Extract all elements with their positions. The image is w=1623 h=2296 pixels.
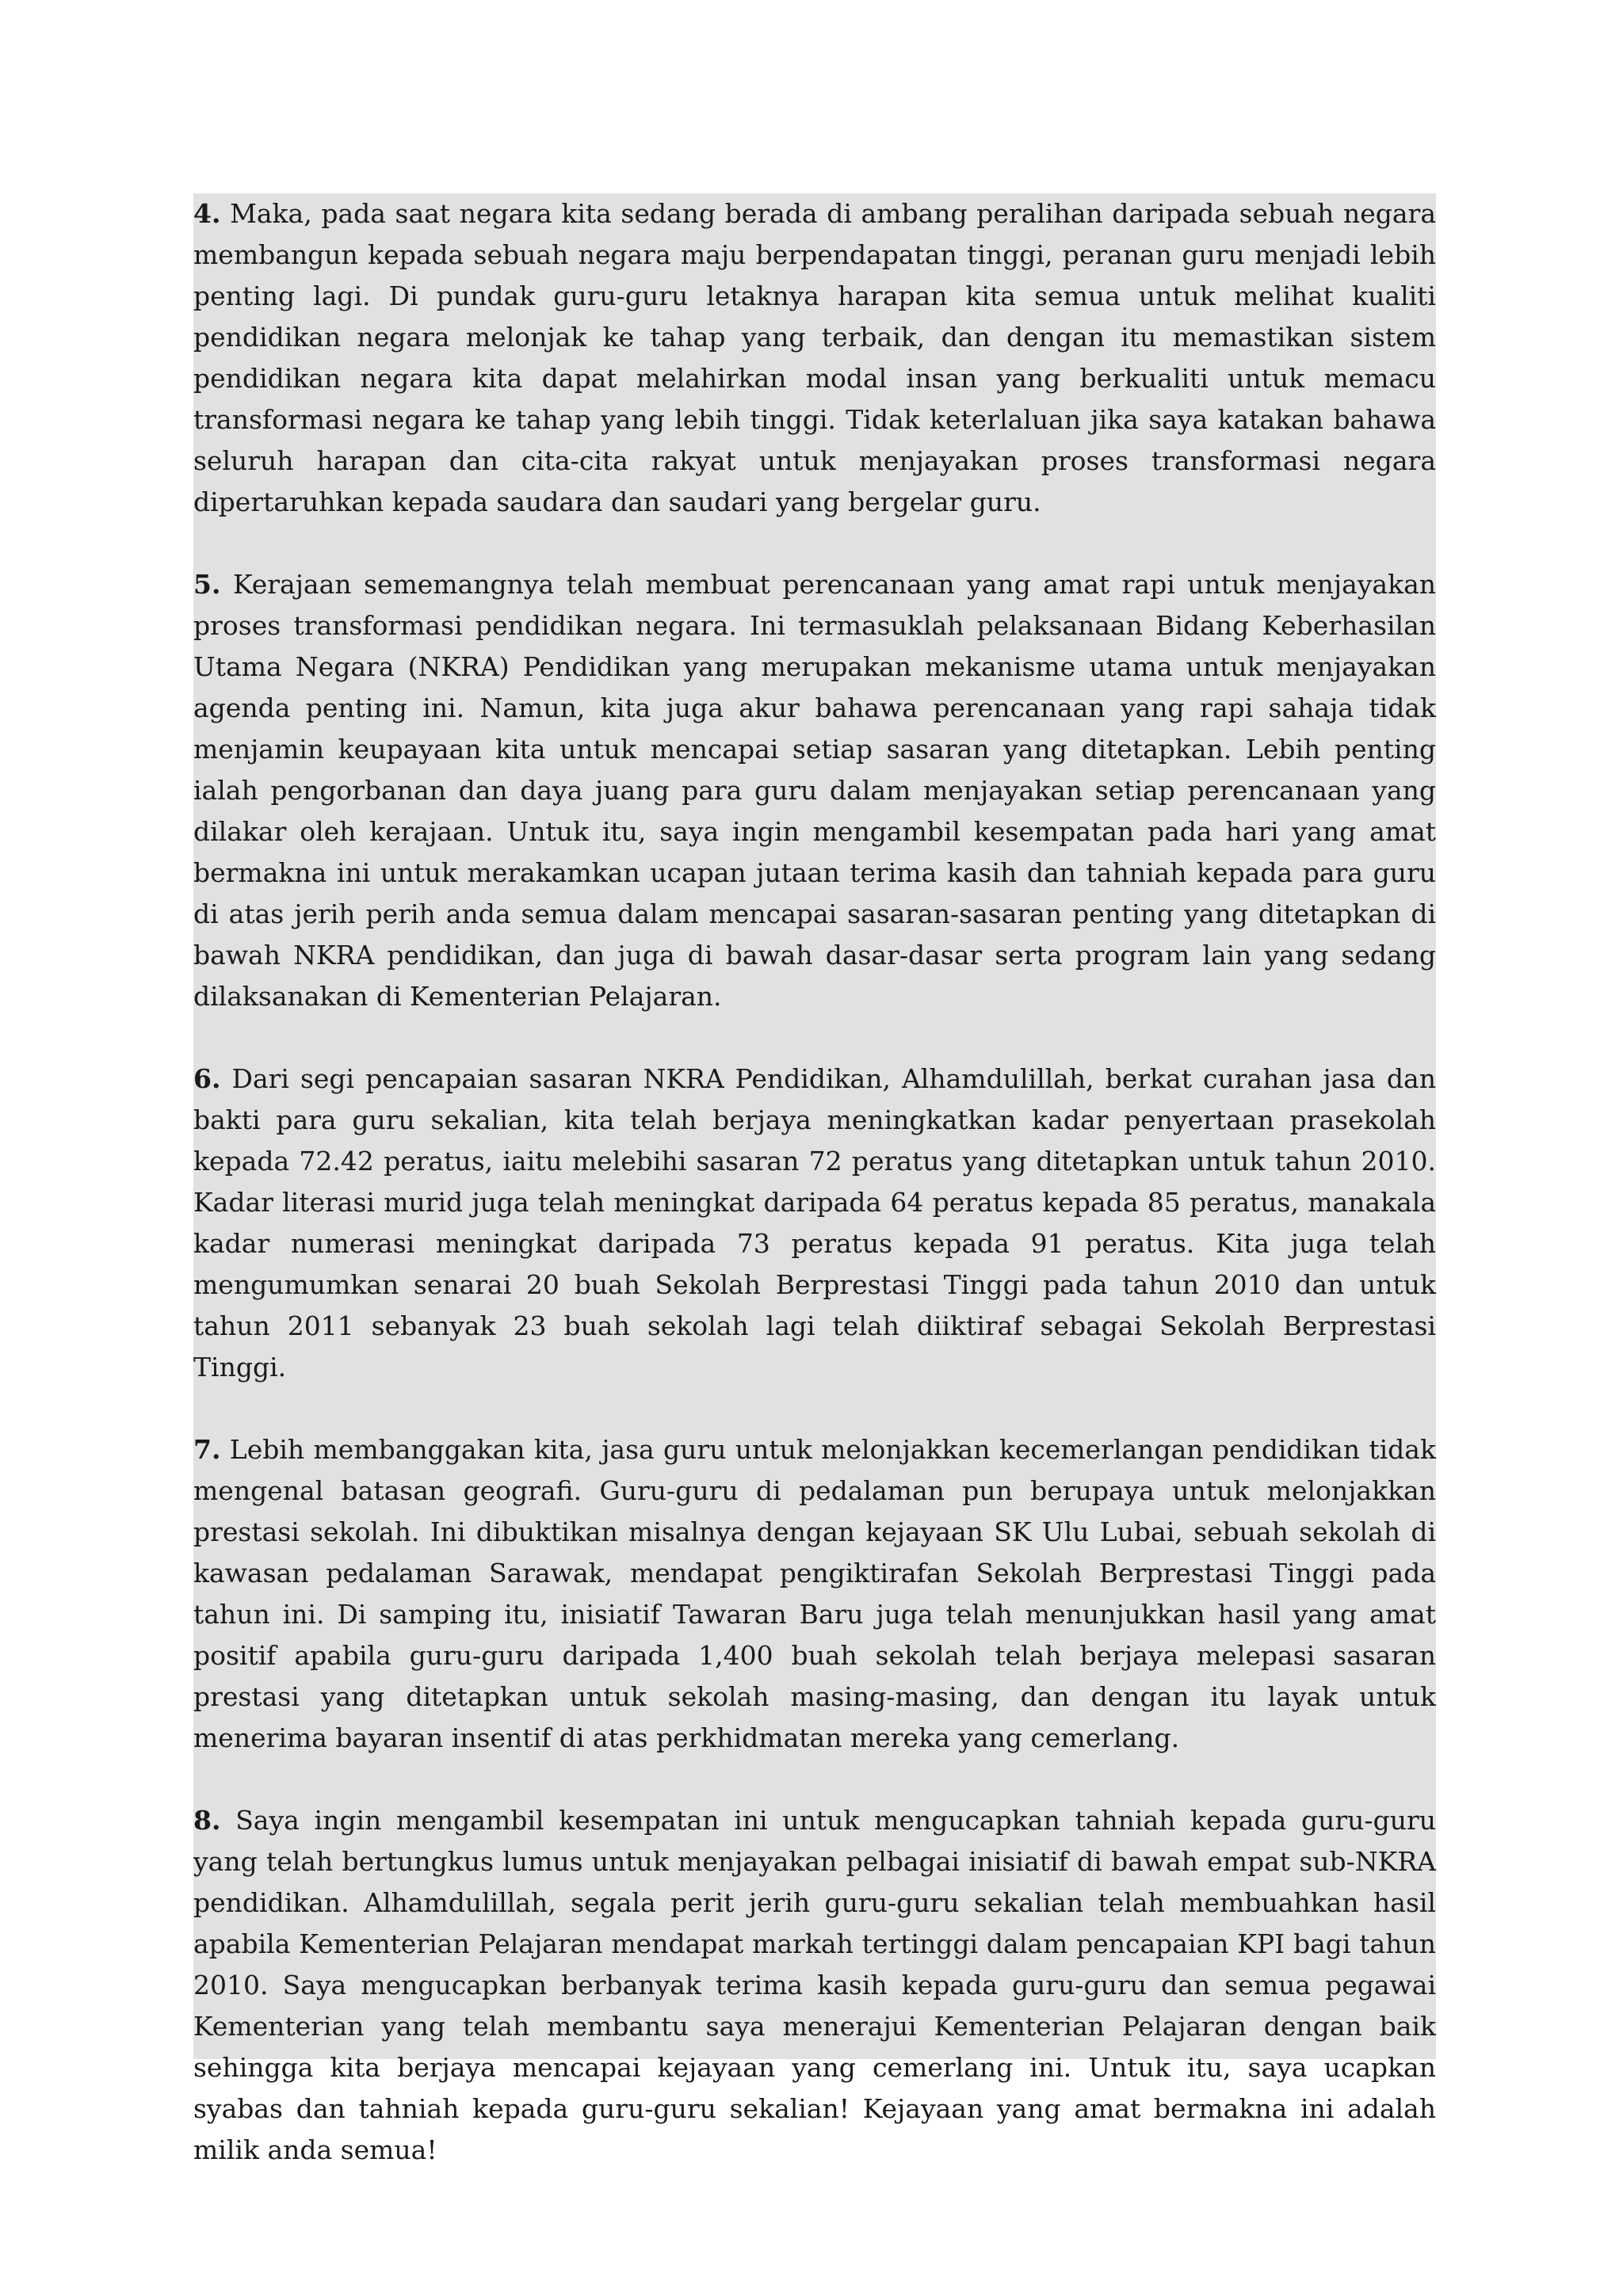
paragraph-4 [193, 193, 1436, 523]
paragraph-5 [193, 564, 1436, 1017]
paragraph-6 [193, 1058, 1436, 1388]
paragraph-text: Kerajaan sememangnya telah membuat perencanaan yang amat rapi untuk menjayakan proses transformasi pendidikan negara. Ini termasuklah pelaksanaan Bidang Keberhasilan Utama Negara (NKRA) Pendidikan yang merupakan mekanisme utama untuk menjayakan agenda penting ini. Namun, kita juga akur bahawa perencanaan yang rapi sahaja tidak menjamin keupayaan kita untuk mencapai setiap sasaran yang ditetapkan. Lebih penting ialah pengorbanan dan daya juang para guru dalam menjayakan setiap perencanaan yang dilakar oleh kerajaan. Untuk itu, saya ingin mengambil kesempatan pada hari yang amat bermakna ini untuk merakamkan ucapan jutaan terima kasih dan tahniah kepada para guru di atas jerih perih anda semua dalam mencapai sasaran-sasaran penting yang ditetapkan di bawah NKRA pendidikan, dan juga di bawah dasar-dasar serta program lain yang sedang dilaksanakan di Kementerian Pelajaran. [193, 569, 1437, 1012]
paragraph-number: 5. [193, 569, 221, 600]
paragraph-text: Maka, pada saat negara kita sedang berada di ambang peralihan daripada sebuah negara membangun kepada sebuah negara maju berpendapatan tinggi, peranan guru menjadi lebih penting lagi. Di pundak guru-guru letaknya harapan kita semua untuk melihat kualiti pendidikan negara melonjak ke tahap yang terbaik, dan dengan itu memastikan sistem pendidikan negara kita dapat melahirkan modal insan yang berkualiti untuk memacu transformasi negara ke tahap yang lebih tinggi. Tidak keterlaluan jika saya katakan bahawa seluruh harapan dan cita-cita rakyat untuk menjayakan proses transformasi negara dipertaruhkan kepada saudara dan saudari yang bergelar guru. [193, 198, 1436, 517]
paragraph-text: Saya ingin mengambil kesempatan ini untuk mengucapkan tahniah kepada guru-guru yang telah bertungkus lumus untuk menjayakan pelbagai inisiatif di bawah empat sub-NKRA pendidikan. Alhamdulillah, segala perit jerih guru-guru sekalian telah membuahkan hasil apabila Kementerian Pelajaran mendapat markah tertinggi dalam pencapaian KPI bagi tahun 2010. Saya mengucapkan berbanyak terima kasih kepada guru-guru dan semua pegawai Kementerian yang telah membantu saya menerajui Kementerian Pelajaran dengan baik sehingga kita berjaya mencapai kejayaan yang cemerlang ini. Untuk itu, saya ucapkan syabas dan tahniah kepada guru-guru sekalian! Kejayaan yang amat bermakna ini adalah milik anda semua! [193, 1805, 1436, 2165]
paragraph-number: 6. [193, 1063, 221, 1094]
paragraph-number: 4. [193, 198, 221, 229]
paragraph-text: Lebih membanggakan kita, jasa guru untuk melonjakkan kecemerlangan pendidikan tidak mengenal batasan geografi. Guru-guru di pedalaman pun berupaya untuk melonjakkan prestasi sekolah. Ini dibuktikan misalnya dengan kejayaan SK Ulu Lubai, sebuah sekolah di kawasan pedalaman Sarawak, mendapat pengiktirafan Sekolah Berprestasi Tinggi pada tahun ini. Di samping itu, inisiatif Tawaran Baru juga telah menunjukkan hasil yang amat positif apabila guru-guru daripada 1,400 buah sekolah telah berjaya melepasi sasaran prestasi yang ditetapkan untuk sekolah masing-masing, dan dengan itu layak untuk menerima bayaran insentif di atas perkhidmatan mereka yang cemerlang. [193, 1434, 1436, 1753]
speech-text-block [193, 193, 1437, 2165]
paragraph-7 [193, 1429, 1436, 1759]
paragraph-number: 8. [193, 1805, 221, 1836]
paragraph-text: Dari segi pencapaian sasaran NKRA Pendidikan, Alhamdulillah, berkat curahan jasa dan bakti para guru sekalian, kita telah berjaya meningkatkan kadar penyertaan prasekolah kepada 72.42 peratus, iaitu melebihi sasaran 72 peratus yang ditetapkan untuk tahun 2010. Kadar literasi murid juga telah meningkat daripada 64 peratus kepada 85 peratus, manakala kadar numerasi meningkat daripada 73 peratus kepada 91 peratus. Kita juga telah mengumumkan senarai 20 buah Sekolah Berprestasi Tinggi pada tahun 2010 dan untuk tahun 2011 sebanyak 23 buah sekolah lagi telah diiktiraf sebagai Sekolah Berprestasi Tinggi. [193, 1063, 1436, 1383]
paragraph-8 [193, 1800, 1436, 2171]
paragraph-number: 7. [193, 1434, 221, 1465]
